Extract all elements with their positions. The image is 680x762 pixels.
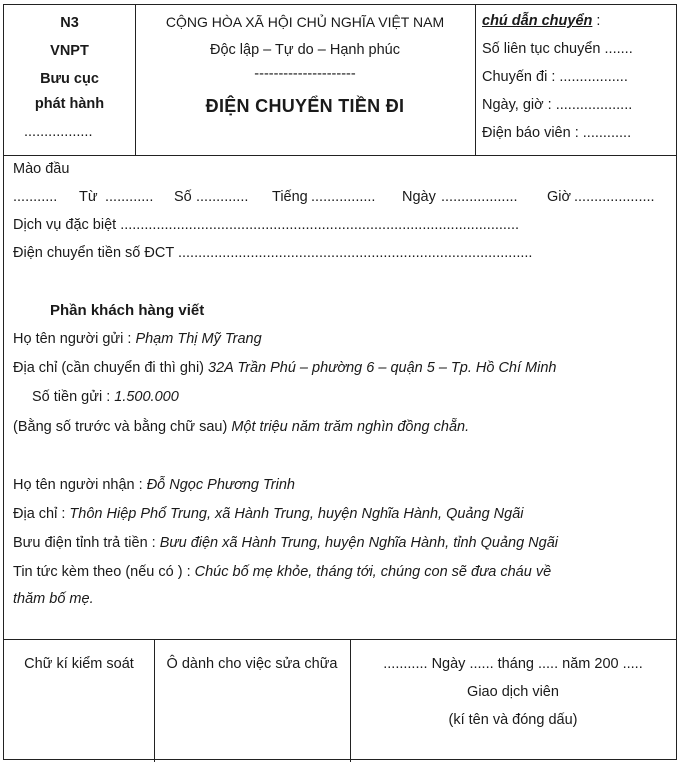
teller-label: Giao dịch viên (467, 684, 559, 700)
preamble-time-label: Giờ (547, 189, 572, 205)
correction-box-label: Ô dành cho việc sửa chữa (166, 656, 338, 672)
form-header (4, 5, 676, 156)
amount-value: 1.500.000 (114, 389, 179, 405)
issuing-office-box (4, 5, 136, 155)
amount-words-value: Một triệu năm trăm nghìn đồng chẵn. (231, 419, 470, 435)
receiver-address: Thôn Hiệp Phổ Trung, xã Hành Trung, huyện Nghĩa Hành, Quảng Ngãi (69, 506, 524, 522)
form-title: ĐIỆN CHUYỂN TIỀN ĐI (205, 96, 405, 116)
office-label-2: phát hành (34, 96, 105, 112)
form-code: N3 (60, 15, 79, 31)
motto-separator: --------------------- (254, 66, 356, 82)
form-footer (4, 639, 676, 762)
amount-words-line (13, 419, 469, 435)
preamble-number-blank: ............. (196, 189, 249, 205)
receiver-address-line (13, 506, 524, 522)
office-blank: ................. (24, 124, 93, 140)
sender-label: Họ tên người gửi : (13, 331, 132, 347)
news-text-2: thăm bố mẹ. (13, 591, 94, 607)
title-box (135, 5, 476, 155)
correction-box (154, 640, 351, 762)
sender-line (13, 331, 262, 347)
transfer-form (3, 4, 677, 760)
receiver-label: Họ tên người nhận : (13, 477, 143, 493)
control-signature-label: Chữ kí kiểm soát (24, 656, 134, 672)
footer-date-line: ........... Ngày ...... tháng ..... năm 200 ..... (383, 656, 643, 672)
payout-office-label: Bưu điện tỉnh trả tiền : (13, 535, 156, 551)
preamble-date-label: Ngày (402, 189, 436, 205)
org-name: VNPT (50, 43, 89, 59)
preamble-label: Mào đầu (13, 161, 70, 177)
preamble-number-label: Số (174, 189, 192, 205)
special-service-line: Dịch vụ đặc biệt ................................................................................................... (13, 217, 520, 233)
sender-address-line (13, 360, 557, 376)
preamble-blank: ........... (13, 189, 58, 205)
preamble-from-label: Từ (79, 189, 98, 205)
national-motto: Độc lập – Tự do – Hạnh phúc (209, 42, 400, 58)
news-line (13, 564, 551, 580)
news-text-1: Chúc bố mẹ khỏe, tháng tới, chúng con sẽ đưa cháu về (194, 564, 552, 580)
preamble-from-blank: ............ (105, 189, 154, 205)
receiver-name: Đỗ Ngọc Phương Trinh (146, 477, 295, 493)
operator-line: Điện báo viên : ............ (482, 125, 632, 141)
amount-line (32, 389, 179, 405)
customer-section-heading: Phần khách hàng viết (50, 302, 205, 319)
routing-notes-colon: : (596, 13, 601, 29)
receiver-line (13, 477, 295, 493)
payout-office: Bưu điện xã Hành Trung, huyện Nghĩa Hành, tỉnh Quảng Ngãi (159, 535, 559, 551)
sender-address-label: Địa chỉ (cần chuyển đi thì ghi) (13, 360, 205, 376)
preamble-words-label: Tiếng (272, 189, 308, 205)
trip-line: Chuyến đi : ................. (482, 69, 628, 85)
date-time-line: Ngày, giờ : ................... (482, 97, 633, 113)
amount-label: Số tiền gửi : (32, 389, 111, 405)
routing-notes-box (475, 5, 676, 155)
country-name: CỘNG HÒA XÃ HỘI CHỦ NGHĨA VIỆT NAM (165, 14, 445, 30)
amount-words-label: (Bằng số trước và bằng chữ sau) (13, 419, 228, 435)
preamble-words-blank: ................ (311, 189, 376, 205)
transfer-number-line: Điện chuyển tiền số ĐCT ........................................................................................ (13, 245, 533, 261)
preamble-time-blank: .................... (574, 189, 655, 205)
sender-address: 32A Trần Phú – phường 6 – quận 5 – Tp. Hồ Chí Minh (208, 360, 557, 376)
serial-number-line: Số liên tục chuyển ....... (482, 41, 633, 57)
preamble-date-blank: ................... (441, 189, 518, 205)
routing-notes-heading: chú dẫn chuyển (482, 13, 593, 29)
payout-office-line (13, 535, 558, 551)
office-label-1: Bưu cục (40, 71, 99, 87)
teller-box (350, 640, 676, 762)
receiver-address-label: Địa chỉ : (13, 506, 66, 522)
sign-note: (kí tên và đóng dấu) (448, 712, 578, 728)
news-label: Tin tức kèm theo (nếu có ) : (13, 564, 191, 580)
sender-name: Phạm Thị Mỹ Trang (135, 331, 262, 347)
control-signature-box (4, 640, 155, 762)
